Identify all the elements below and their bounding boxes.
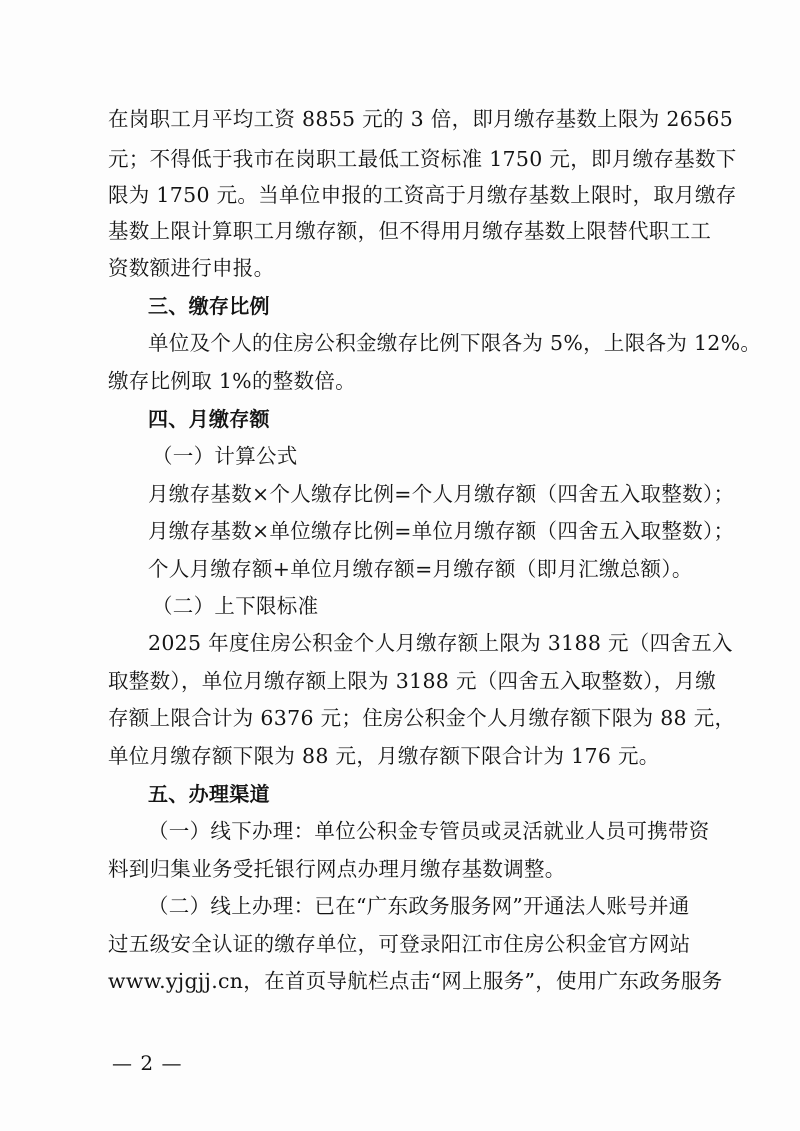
offline-line-1: （一）线下办理：单位公积金专管员或灵活就业人员可携带资 (148, 819, 710, 843)
section3-line-2: 缴存比例取 1%的整数倍。 (108, 369, 356, 393)
limit-line-4: 单位月缴存额下限为 88 元，月缴存额下限合计为 176 元。 (108, 744, 660, 768)
limit-line-3: 存额上限合计为 6376 元；住房公积金个人月缴存额下限为 88 元， (108, 706, 736, 730)
section3-heading: 三、缴存比例 (148, 294, 270, 318)
formula-line-2: 月缴存基数×单位缴存比例=单位月缴存额（四舍五入取整数）； (148, 519, 735, 543)
online-line-2: 过五级安全认证的缴存单位，可登录阳江市住房公积金官方网站 (108, 932, 691, 956)
formula-line-3: 个人月缴存额+单位月缴存额=月缴存额（即月汇缴总额）。 (148, 557, 693, 581)
body-line-3: 限为 1750 元。当单位申报的工资高于月缴存基数上限时，取月缴存 (108, 183, 737, 207)
section3-line-1: 单位及个人的住房公积金缴存比例下限各为 5%，上限各为 12%。 (148, 331, 762, 355)
offline-line-2: 料到归集业务受托银行网点办理月缴存基数调整。 (108, 857, 566, 881)
online-line-3: www.yjgjj.cn，在首页导航栏点击“网上服务”，使用广东政务服务 (108, 969, 723, 993)
limit-line-2: 取整数），单位月缴存额上限为 3188 元（四舍五入取整数），月缴 (108, 669, 717, 693)
body-line-2: 元；不得低于我市在岗职工最低工资标准 1750 元，即月缴存基数下 (108, 147, 737, 171)
body-line-5: 资数额进行申报。 (108, 256, 275, 280)
page-number: — 2 — (112, 1051, 183, 1075)
formula-line-1: 月缴存基数×个人缴存比例=个人月缴存额（四舍五入取整数）； (148, 482, 735, 506)
section4-sub2-heading: （二）上下限标准 (152, 594, 319, 618)
section5-heading: 五、办理渠道 (148, 782, 270, 806)
limit-line-1: 2025 年度住房公积金个人月缴存额上限为 3188 元（四舍五入 (148, 631, 733, 655)
body-line-4: 基数上限计算职工月缴存额，但不得用月缴存基数上限替代职工工 (108, 219, 712, 243)
body-line-1: 在岗职工月平均工资 8855 元的 3 倍，即月缴存基数上限为 26565 (108, 107, 734, 131)
section4-heading: 四、月缴存额 (148, 407, 270, 431)
section4-sub1-heading: （一）计算公式 (152, 444, 298, 468)
online-line-1: （二）线上办理：已在“广东政务服务网”开通法人账号并通 (148, 894, 690, 918)
